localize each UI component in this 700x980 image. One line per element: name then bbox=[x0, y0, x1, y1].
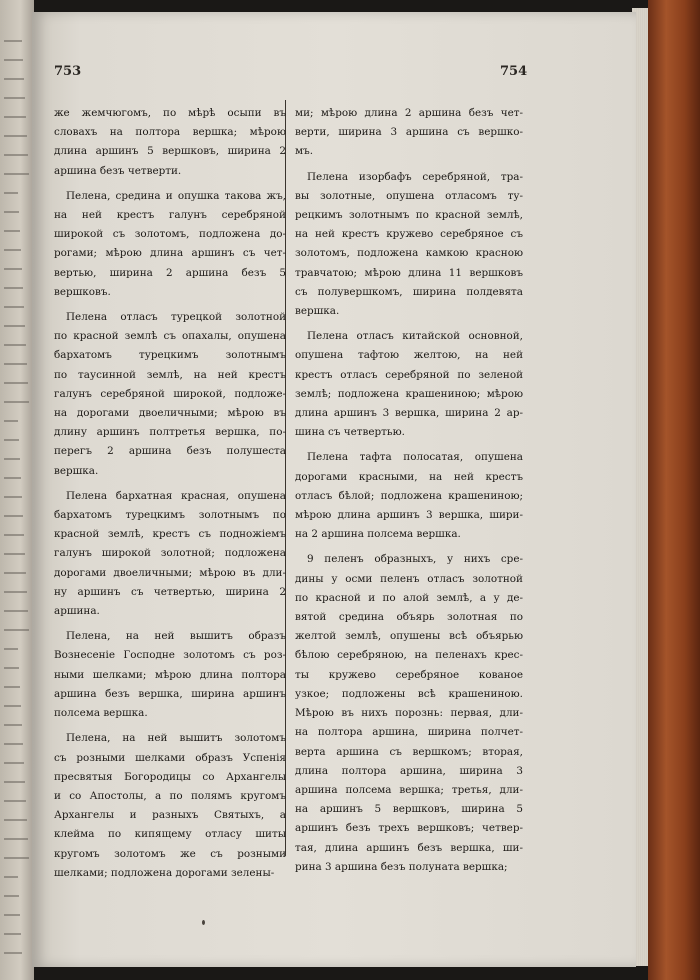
previous-page-text-line bbox=[4, 724, 22, 726]
text-line: на аршинъ 5 вершковъ, ширина 5 bbox=[295, 803, 523, 816]
paragraph bbox=[295, 327, 523, 442]
text-line: по красной и по алой землѣ, а у де- bbox=[295, 591, 523, 604]
text-line: полсема вершка. bbox=[54, 707, 148, 720]
previous-page-text-line bbox=[4, 857, 29, 859]
text-line: рецкимъ золотнымъ по красной землѣ, bbox=[295, 209, 523, 222]
text-line: землѣ; подложена крашениною; мѣрою bbox=[295, 387, 523, 400]
text-line: длина полтора аршина, ширина 3 bbox=[295, 764, 523, 777]
text-line: Пелена, средина и опушка такова жъ, bbox=[66, 189, 286, 202]
previous-page-text-line bbox=[4, 363, 27, 365]
previous-page-text-line bbox=[4, 154, 28, 156]
text-line: клейма по кипящему отласу шиты bbox=[54, 828, 286, 841]
previous-page-edge bbox=[0, 0, 34, 980]
text-line: шелками; подложена дорогами зелены- bbox=[54, 866, 275, 879]
previous-page-text-line bbox=[4, 952, 22, 954]
text-line: отласъ бѣлой; подложена крашениною; bbox=[295, 489, 523, 502]
text-line: на ней крестъ галунъ серебряной bbox=[54, 209, 286, 222]
text-line: верти, ширина 3 аршина съ вершко- bbox=[295, 126, 523, 139]
text-line: съ розными шелками образъ Успенія bbox=[54, 751, 286, 764]
previous-page-text-line bbox=[4, 135, 27, 137]
text-line: травчатою; мѣрою длина 11 вершковъ bbox=[295, 266, 523, 279]
text-line: Пелена отласъ турецкой золотной bbox=[66, 311, 286, 324]
previous-page-text-line bbox=[4, 116, 26, 118]
left-column bbox=[54, 104, 286, 889]
paragraph bbox=[54, 487, 286, 621]
previous-page-text-line bbox=[4, 287, 23, 289]
previous-page-text-line bbox=[4, 819, 27, 821]
text-line: бѣлою серебряною, на пеленахъ крес- bbox=[295, 649, 523, 662]
text-line: 9 пеленъ образныхъ, у нихъ сре- bbox=[307, 553, 523, 566]
previous-page-text-line bbox=[4, 610, 28, 612]
previous-page-text-line bbox=[4, 496, 22, 498]
previous-page-text-line bbox=[4, 534, 24, 536]
previous-page-text-line bbox=[4, 211, 19, 213]
text-line: желтой землѣ, опушены всѣ объярью bbox=[295, 630, 523, 643]
text-line: Архангелы и разныхъ Святыхъ, а bbox=[54, 809, 286, 822]
text-line: верта аршина съ вершкомъ; вторая, bbox=[295, 745, 523, 758]
text-line: пресвятыя Богородицы со Архангелы bbox=[54, 770, 286, 783]
previous-page-text-line bbox=[4, 325, 25, 327]
previous-page-text-line bbox=[4, 876, 18, 878]
text-line: аршина. bbox=[54, 605, 100, 618]
paragraph bbox=[54, 187, 286, 302]
previous-page-text-line bbox=[4, 249, 21, 251]
text-line: ми; мѣрою длина 2 аршина безъ чет- bbox=[295, 107, 523, 119]
text-line: шина съ четвертью. bbox=[295, 426, 405, 439]
text-line: вершка. bbox=[54, 464, 99, 477]
right-column bbox=[295, 104, 523, 883]
text-line: аршина безъ четверти. bbox=[54, 164, 182, 177]
previous-page-text-line bbox=[4, 572, 26, 574]
previous-page-text-line bbox=[4, 97, 25, 99]
text-line: аршинъ безъ трехъ вершковъ; четвер- bbox=[295, 822, 523, 835]
previous-page-text-line bbox=[4, 686, 20, 688]
previous-page-text-line bbox=[4, 800, 26, 802]
text-line: вертью, ширина 2 аршина безъ 5 bbox=[54, 266, 286, 279]
text-line: на полтора аршина, ширина полчет- bbox=[295, 726, 523, 739]
text-line: Вознесеніе Господне золотомъ съ роз- bbox=[54, 649, 286, 662]
text-line: кругомъ золотомъ же съ розными bbox=[54, 847, 286, 860]
text-line: мѣрою длина аршинъ 3 вершка, шири- bbox=[295, 509, 523, 522]
previous-page-text-line bbox=[4, 914, 20, 916]
text-line: перегъ 2 аршина безъ полушеста bbox=[54, 445, 286, 458]
paragraph bbox=[295, 550, 523, 876]
book-spine bbox=[648, 0, 700, 980]
paragraph bbox=[295, 448, 523, 544]
previous-page-text-line bbox=[4, 629, 29, 631]
text-line: и со Апостолы, а по полямъ кругомъ bbox=[54, 789, 286, 802]
text-line: съ полувершкомъ, ширина полдевята bbox=[295, 285, 523, 298]
previous-page-text-line bbox=[4, 781, 25, 783]
text-line: ты кружево серебряное кованое bbox=[295, 668, 523, 681]
text-line: рина 3 аршина безъ полуната вершка; bbox=[295, 860, 508, 873]
text-line: Пелена, на ней вышитъ образъ bbox=[66, 630, 286, 643]
text-line: на дорогами двоеличными; мѣрою въ bbox=[54, 407, 286, 420]
text-line: вершковъ. bbox=[54, 285, 111, 298]
paragraph bbox=[295, 168, 523, 322]
text-line: Пелена тафта полосатая, опушена bbox=[307, 451, 523, 464]
previous-page-text-line bbox=[4, 192, 18, 194]
previous-page-text-line bbox=[4, 933, 21, 935]
previous-page-text-line bbox=[4, 439, 19, 441]
previous-page-text-line bbox=[4, 59, 23, 61]
page-number-right: 754 bbox=[500, 64, 528, 79]
previous-page-text-line bbox=[4, 344, 26, 346]
text-line: длина аршинъ 3 вершка, ширина 2 ар- bbox=[295, 407, 523, 420]
previous-page-text-line bbox=[4, 667, 19, 669]
ink-mark bbox=[202, 920, 205, 925]
previous-page-text-line bbox=[4, 382, 28, 384]
text-line: галунъ широкой золотной; подложена bbox=[54, 547, 286, 560]
text-line: дорогами двоеличными; мѣрою въ дли- bbox=[54, 566, 286, 579]
previous-page-text-line bbox=[4, 268, 22, 270]
text-line: Пелена бархатная красная, опушена bbox=[66, 489, 286, 502]
previous-page-text-line bbox=[4, 173, 29, 175]
previous-page-text-line bbox=[4, 477, 21, 479]
book-page bbox=[32, 12, 636, 967]
text-line: крестъ отласъ серебряной по зеленой bbox=[295, 368, 523, 381]
text-line: рогами; мѣрою длина аршинъ съ чет- bbox=[54, 247, 286, 260]
paragraph bbox=[54, 104, 286, 181]
text-line: ными шелками; мѣрою длина полтора bbox=[54, 668, 286, 681]
paragraph bbox=[54, 627, 286, 723]
text-line: по таусинной землѣ, на ней крестъ bbox=[54, 368, 286, 381]
text-line: длину аршинъ полтретья вершка, по- bbox=[54, 426, 286, 439]
previous-page-text-line bbox=[4, 230, 20, 232]
text-line: Пелена, на ней вышитъ золотомъ bbox=[66, 732, 286, 745]
previous-page-text-line bbox=[4, 762, 24, 764]
text-line: длина аршинъ 5 вершковъ, ширина 2 bbox=[54, 145, 286, 158]
previous-page-text-line bbox=[4, 40, 22, 42]
text-line: мъ. bbox=[295, 145, 313, 158]
text-line: по красной землѣ съ опахалы, опушена bbox=[54, 330, 286, 343]
previous-page-text-line bbox=[4, 78, 24, 80]
text-line: золотомъ, подложена камкою красною bbox=[295, 247, 523, 260]
previous-page-text-line bbox=[4, 591, 27, 593]
text-line: вершка. bbox=[295, 305, 340, 318]
text-line: ну аршинъ съ четвертью, ширина 2 bbox=[54, 585, 286, 598]
text-line: опушена тафтою желтою, на ней bbox=[295, 349, 523, 362]
text-line: бархатомъ турецкимъ золотнымъ по bbox=[54, 509, 286, 522]
text-line: аршина полсема вершка; третья, дли- bbox=[295, 783, 523, 796]
previous-page-text-line bbox=[4, 401, 29, 403]
text-line: вятой средина объярь золотная по bbox=[295, 611, 523, 624]
previous-page-text-line bbox=[4, 838, 28, 840]
text-line: аршина безъ вершка, ширина аршинъ bbox=[54, 687, 286, 700]
text-line: тая, длина аршинъ безъ вершка, ши- bbox=[295, 841, 523, 854]
text-line: словахъ на полтора вершка; мѣрою bbox=[54, 126, 286, 139]
text-line: Пелена изорбафъ серебряной, тра- bbox=[307, 170, 523, 183]
text-line: Мѣрою въ нихъ порознь: первая, дли- bbox=[295, 707, 523, 720]
text-line: дины у осми пеленъ отласъ золотной bbox=[295, 572, 523, 585]
text-line: Пелена отласъ китайской основной, bbox=[307, 330, 523, 343]
previous-page-text-line bbox=[4, 648, 18, 650]
previous-page-text-line bbox=[4, 458, 20, 460]
text-line: дорогами красными, на ней крестъ bbox=[295, 470, 523, 483]
previous-page-text-line bbox=[4, 306, 24, 308]
text-line: на 2 аршина полсема вершка. bbox=[295, 528, 461, 541]
text-line: же жемчюгомъ, по мѣрѣ осыпи въ bbox=[54, 107, 286, 119]
page-number-left: 753 bbox=[54, 64, 82, 79]
text-line: вы золотные, опушена отласомъ ту- bbox=[295, 189, 523, 202]
text-line: бархатомъ турецкимъ золотнымъ bbox=[54, 349, 286, 362]
paragraph bbox=[54, 308, 286, 481]
previous-page-text-line bbox=[4, 553, 25, 555]
text-line: узкое; подложены всѣ крашениною. bbox=[295, 687, 523, 700]
previous-page-text-line bbox=[4, 515, 23, 517]
text-line: галунъ серебряной широкой, подложе- bbox=[54, 387, 286, 400]
previous-page-text-line bbox=[4, 895, 19, 897]
previous-page-text-line bbox=[4, 420, 18, 422]
text-line: на ней крестъ кружево серебряное съ bbox=[295, 228, 523, 241]
paragraph bbox=[295, 104, 523, 162]
previous-page-text-line bbox=[4, 743, 23, 745]
text-line: красной землѣ, крестъ съ подножіемъ bbox=[54, 528, 286, 541]
previous-page-text-line bbox=[4, 705, 21, 707]
text-line: широкой съ золотомъ, подложена до- bbox=[54, 228, 286, 241]
paragraph bbox=[54, 729, 286, 883]
